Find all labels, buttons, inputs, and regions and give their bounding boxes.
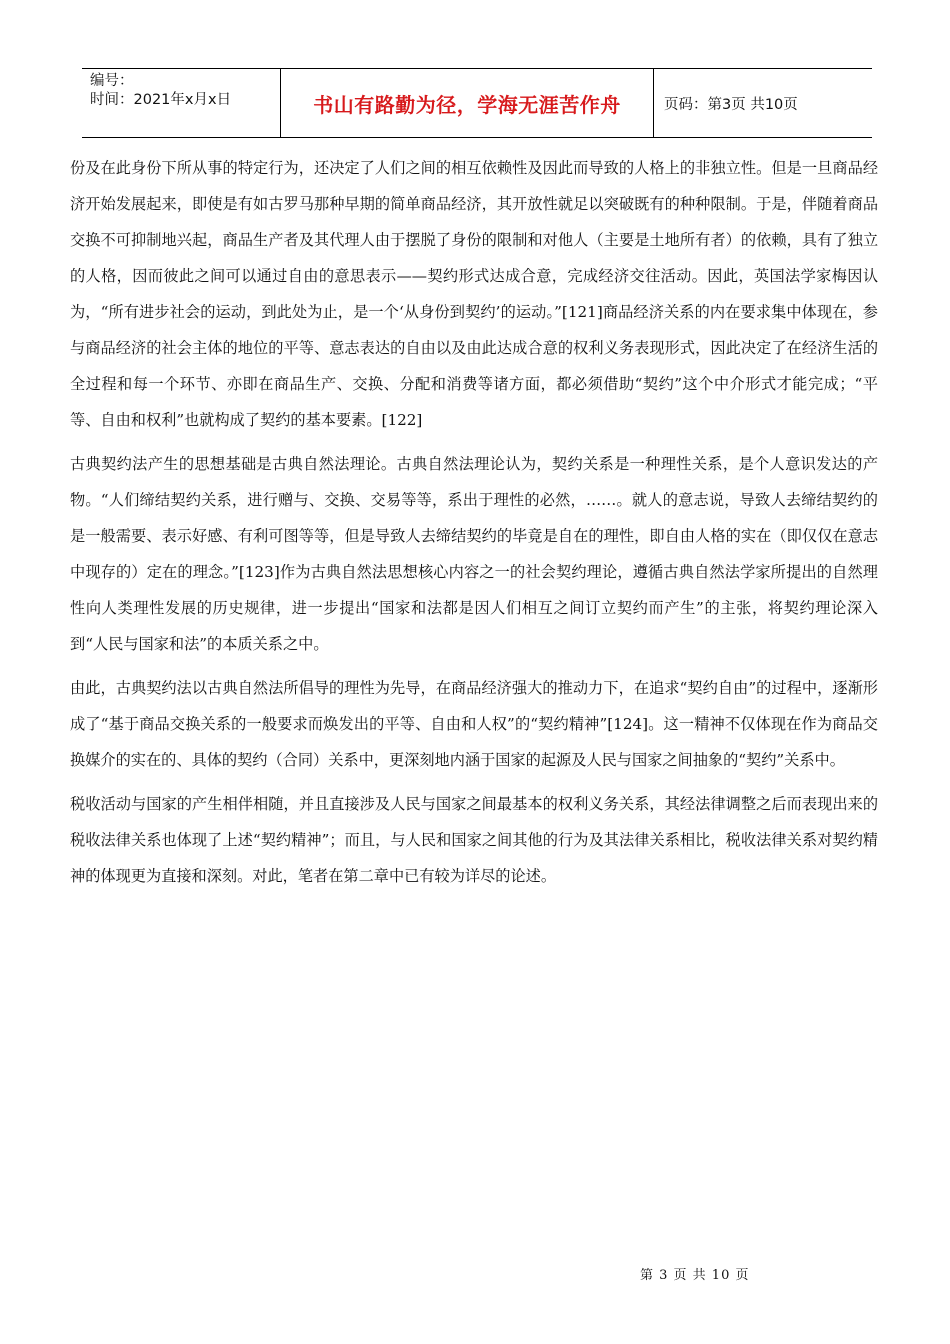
paragraph-3: 由此，古典契约法以古典自然法所倡导的理性为先导，在商品经济强大的推动力下，在追求“契约自由”的过程中，逐渐形成了“基于商品交换关系的一般要求而焕发出的平等、自由和人权”的“契约精神”[124]。这一精神不仅体现在作为商品交换媒介的实在的、具体的契约（合同）关系中，更深刻地内涵于国家的起源及人民与国家之间抽象的“契约”关系中。	[70, 679, 878, 769]
page-footer: 第 3 页 共 10 页	[640, 1268, 750, 1283]
document-body	[70, 150, 878, 902]
document-number-label: 编号：	[90, 73, 134, 89]
header-left-cell	[82, 69, 281, 137]
header-motto: 书山有路勤为径，学海无涯苦作舟	[281, 69, 654, 137]
paragraph-1: 份及在此身份下所从事的特定行为，还决定了人们之间的相互依赖性及因此而导致的人格上的非独立性。但是一旦商品经济开始发展起来，即使是有如古罗马那种早期的简单商品经济，其开放性就足以突破既有的种种限制。于是，伴随着商品交换不可抑制地兴起，商品生产者及其代理人由于摆脱了身份的限制和对他人（主要是土地所有者）的依赖，具有了独立的人格，因而彼此之间可以通过自由的意思表示——契约形式达成合意，完成经济交往活动。因此，英国法学家梅因认为，“所有进步社会的运动，到此处为止，是一个‘从身份到契约’的运动。”[121]商品经济关系的内在要求集中体现在，参与商品经济的社会主体的地位的平等、意志表达的自由以及由此达成合意的权利义务表现形式，因此决定了在经济生活的全过程和每一个环节、亦即在商品生产、交换、分配和消费等诸方面，都必须借助“契约”这个中介形式才能完成；“平等、自由和权利”也就构成了契约的基本要素。[122]	[70, 159, 878, 429]
document-date-label: 时间：2021年x月x日	[90, 92, 232, 108]
page-header	[82, 68, 872, 138]
paragraph-2: 古典契约法产生的思想基础是古典自然法理论。古典自然法理论认为，契约关系是一种理性关系，是个人意识发达的产物。“人们缔结契约关系，进行赠与、交换、交易等等，系出于理性的必然，……。就人的意志说，导致人去缔结契约的是一般需要、表示好感、有利可图等等，但是导致人去缔结契约的毕竟是自在的理性，即自由人格的实在（即仅仅在意志中现存的）定在的理念。”[123]作为古典自然法思想核心内容之一的社会契约理论，遵循古典自然法学家所提出的自然理性向人类理性发展的历史规律，进一步提出“国家和法都是因人们相互之间订立契约而产生”的主张，将契约理论深入到“人民与国家和法”的本质关系之中。	[70, 455, 878, 653]
paragraph-4: 税收活动与国家的产生相伴相随，并且直接涉及人民与国家之间最基本的权利义务关系，其经法律调整之后而表现出来的税收法律关系也体现了上述“契约精神”；而且，与人民和国家之间其他的行为及其法律关系相比，税收法律关系对契约精神的体现更为直接和深刻。对此，笔者在第二章中已有较为详尽的论述。	[70, 795, 878, 885]
header-page-info: 页码：第3页 共10页	[664, 96, 798, 113]
